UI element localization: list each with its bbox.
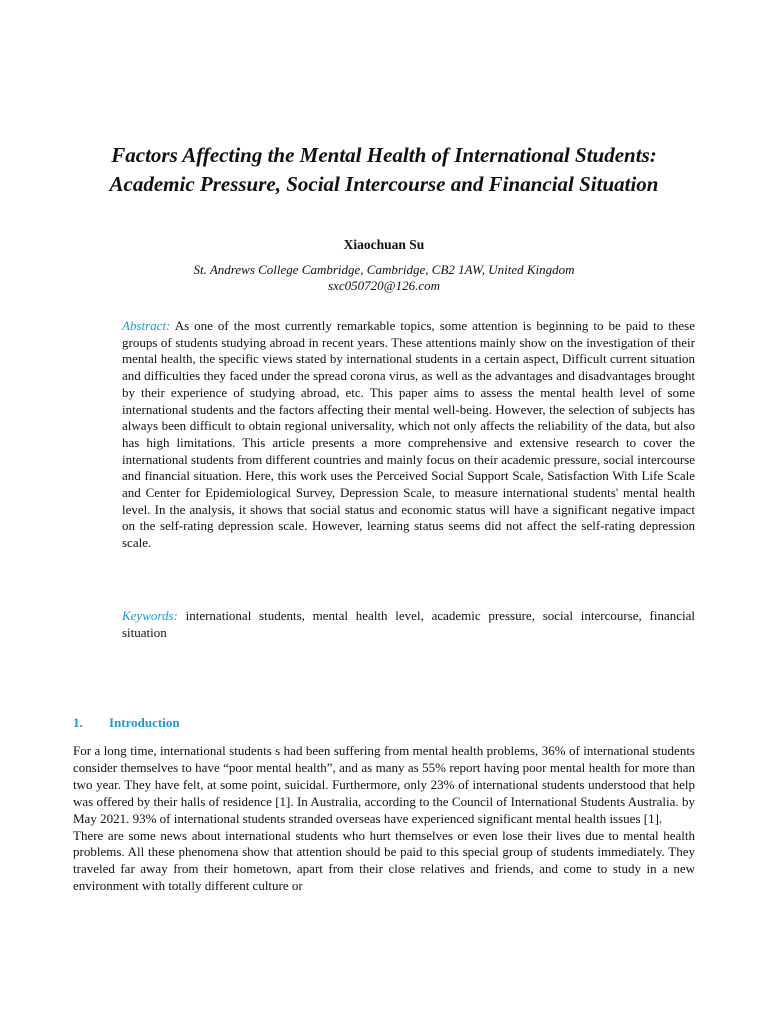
paper-title: Factors Affecting the Mental Health of International Students: Academic Pressure, Social Intercourse and Financial Situation — [109, 143, 659, 196]
section-title: Introduction — [109, 715, 180, 730]
introduction-body — [73, 743, 695, 895]
author-email: sxc050720@126.com — [328, 278, 440, 293]
abstract-text: As one of the most currently remarkable topics, some attention is beginning to be paid to these groups of students studying abroad in recent years. These attentions mainly show on the investigation of their mental health, the specific views stated by international students in a certain aspect, Difficult current situation and difficulties they faced under the spread corona virus, as well as the advantages and disadvantages brought by their experience of studying abroad, etc. This paper aims to assess the mental health level of some international students and the factors affecting their mental well-being. However, the selection of subjects has always been difficult to obtain regional universality, which not only affects the reliability of the data, but also has high limitations. This article presents a more comprehensive and extensive research to cover the international students from different countries and mainly focus on their academic pressure, social intercourse and financial situation. Here, this work uses the Perceived Social Support Scale, Satisfaction With Life Scale and Center for Epidemiological Survey, Depression Scale, to measure international students' mental health level. In the analysis, it shows that social status and economic status will have a significant negative impact on the self-rating depression scale. However, learning status seems did not affect the self-rating depression scale. — [122, 318, 695, 551]
affiliation: St. Andrews College Cambridge, Cambridge, CB2 1AW, United Kingdom — [193, 262, 575, 277]
section-number: 1. — [73, 715, 83, 730]
keywords-label: Keywords: — [122, 608, 178, 623]
paragraph: For a long time, international students s had been suffering from mental health problems, 36% of international students consider themselves to have “poor mental health”, and as many as 55% report having poor mental health for more than two year. They have felt, at some point, suicidal. Furthermore, only 23% of international students understood that help was offered by their halls of residence [1]. In Australia, according to the Council of International Students Australia. by May 2021. 93% of international students stranded overseas have experienced significant mental health issues [1]. — [73, 743, 695, 826]
paragraph: There are some news about international students who hurt themselves or even lose their lives due to mental health problems. All these phenomena show that attention should be paid to this special group of students immediately. They traveled far away from their hometown, apart from their close relatives and friends, and come to study in a new environment with totally different culture or — [73, 827, 695, 894]
abstract — [122, 318, 695, 552]
keywords-text: international students, mental health level, academic pressure, social intercourse, financial situation — [122, 608, 695, 640]
author-name: Xiaochuan Su — [343, 237, 425, 252]
section-heading-introduction — [73, 714, 180, 731]
author-affiliation-block — [0, 262, 768, 294]
keywords — [122, 608, 695, 641]
abstract-label: Abstract: — [122, 318, 171, 333]
